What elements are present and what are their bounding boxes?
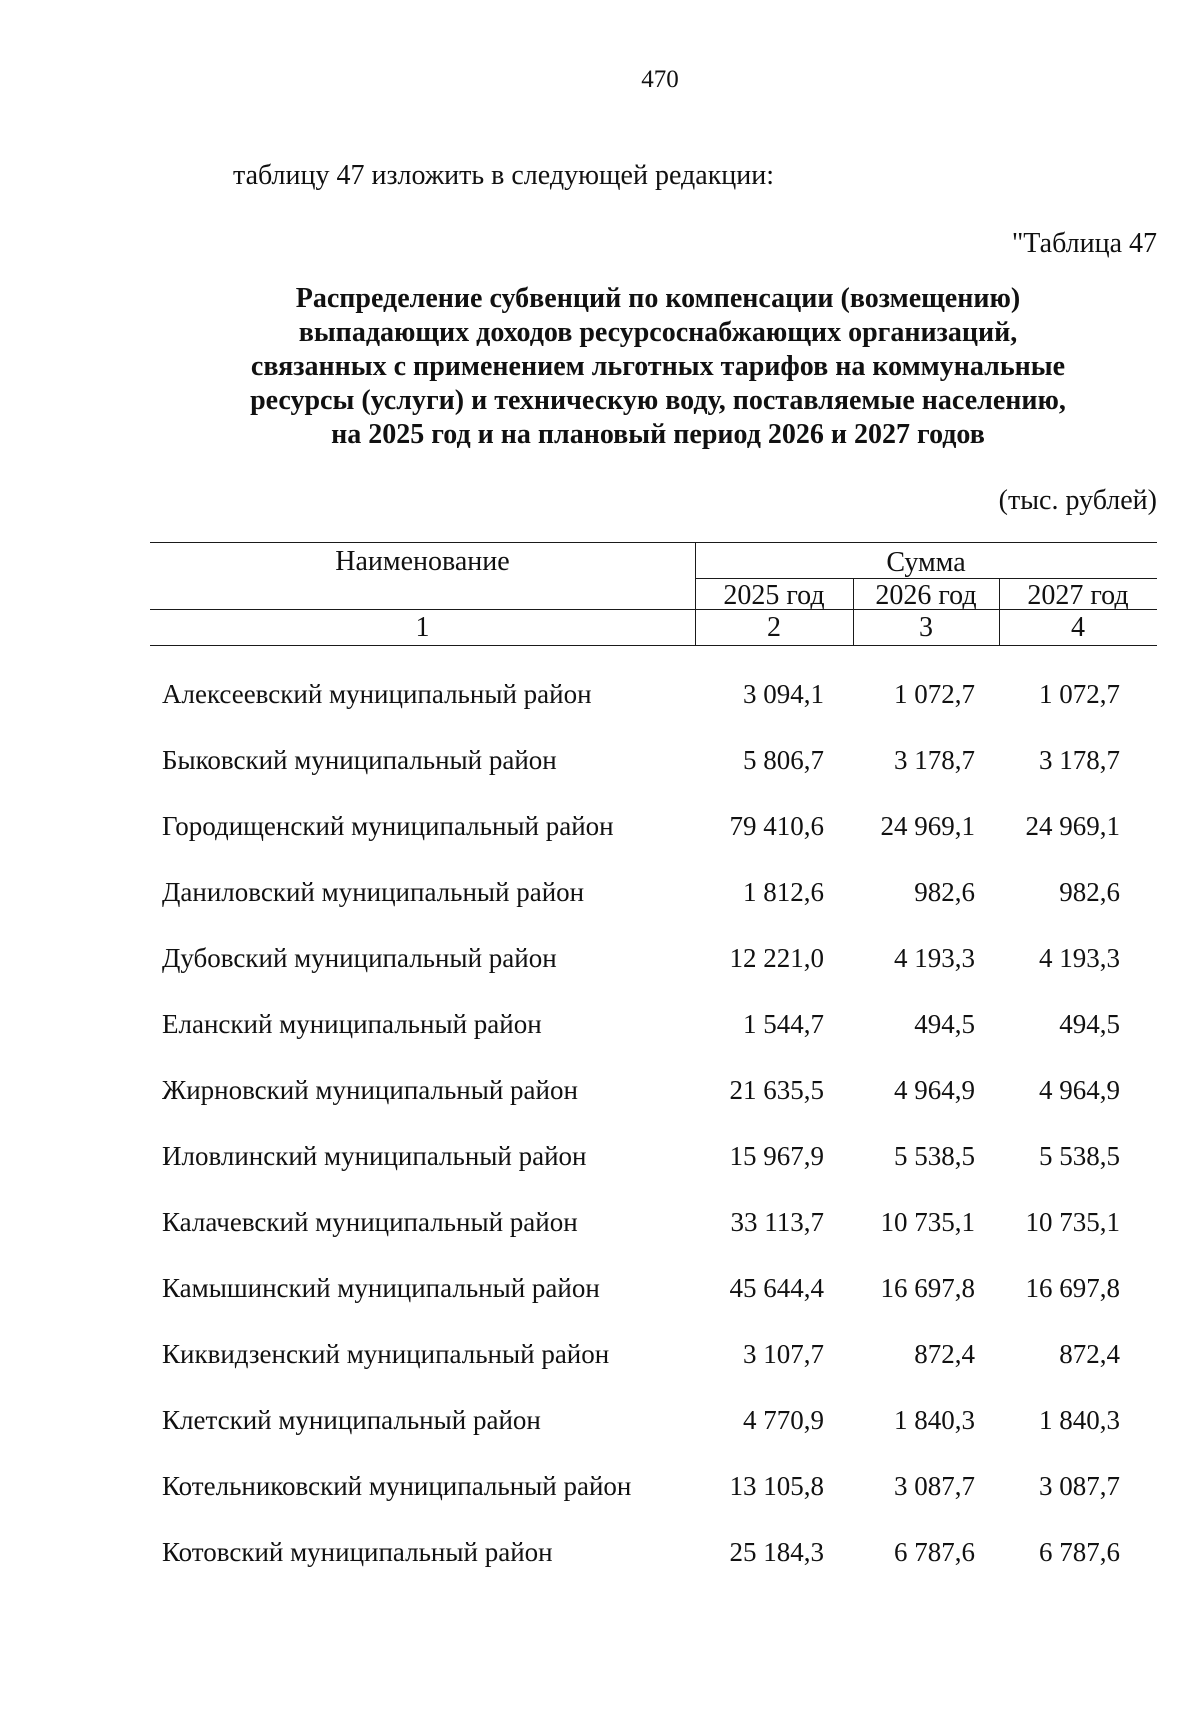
value-2027: 982,6 bbox=[1059, 877, 1120, 907]
table-reference: "Таблица 47 bbox=[1011, 228, 1157, 259]
value-2027: 4 964,9 bbox=[1039, 1075, 1120, 1105]
intro-text: таблицу 47 изложить в следующей редакции: bbox=[233, 160, 775, 191]
column-number: 3 bbox=[919, 612, 933, 643]
title-line: ресурсы (услуги) и техническую воду, поставляемые населению, bbox=[250, 385, 1066, 416]
value-2025: 5 806,7 bbox=[743, 745, 824, 775]
value-2027: 10 735,1 bbox=[1025, 1207, 1120, 1237]
row-name: Камышинский муниципальный район bbox=[162, 1273, 600, 1303]
column-number: 2 bbox=[767, 612, 781, 643]
title-line: связанных с применением льготных тарифов на коммунальные bbox=[250, 351, 1066, 382]
value-2026: 4 193,3 bbox=[894, 943, 975, 973]
header-year-2025: 2025 год bbox=[723, 580, 825, 611]
header-year-2027: 2027 год bbox=[1027, 580, 1129, 611]
value-2025: 33 113,7 bbox=[730, 1207, 824, 1237]
header-name: Наименование bbox=[335, 546, 510, 577]
row-name: Быковский муниципальный район bbox=[162, 745, 557, 775]
row-name: Котельниковский муниципальный район bbox=[162, 1471, 632, 1501]
row-name: Дубовский муниципальный район bbox=[162, 943, 557, 973]
value-2026: 10 735,1 bbox=[880, 1207, 975, 1237]
value-2025: 45 644,4 bbox=[729, 1273, 824, 1303]
value-2025: 3 094,1 bbox=[743, 679, 824, 709]
row-name: Городищенский муниципальный район bbox=[162, 811, 614, 841]
table-title bbox=[150, 282, 1166, 452]
value-2027: 4 193,3 bbox=[1039, 943, 1120, 973]
value-2025: 4 770,9 bbox=[743, 1405, 824, 1435]
row-name: Котовский муниципальный район bbox=[162, 1537, 553, 1567]
title-line: Распределение субвенций по компенсации (возмещению) bbox=[295, 283, 1021, 314]
title-line: на 2025 год и на плановый период 2026 и 2027 годов bbox=[331, 419, 985, 450]
header-top-rule bbox=[150, 542, 1157, 543]
value-2026: 5 538,5 bbox=[894, 1141, 975, 1171]
value-2026: 494,5 bbox=[914, 1009, 975, 1039]
row-name: Жирновский муниципальный район bbox=[162, 1075, 578, 1105]
row-name: Клетский муниципальный район bbox=[162, 1405, 541, 1435]
value-2026: 24 969,1 bbox=[880, 811, 975, 841]
value-2027: 5 538,5 bbox=[1039, 1141, 1120, 1171]
units-label: (тыс. рублей) bbox=[998, 485, 1157, 516]
value-2027: 1 072,7 bbox=[1039, 679, 1120, 709]
value-2026: 16 697,8 bbox=[880, 1273, 975, 1303]
value-2025: 1 812,6 bbox=[743, 877, 824, 907]
value-2026: 6 787,6 bbox=[894, 1537, 975, 1567]
value-2026: 4 964,9 bbox=[894, 1075, 975, 1105]
value-2025: 25 184,3 bbox=[729, 1537, 824, 1567]
row-name: Иловлинский муниципальный район bbox=[162, 1141, 587, 1171]
value-2026: 3 178,7 bbox=[894, 745, 975, 775]
column-number: 4 bbox=[1071, 612, 1085, 643]
title-line: выпадающих доходов ресурсоснабжающих организаций, bbox=[298, 317, 1018, 348]
value-2027: 1 840,3 bbox=[1039, 1405, 1120, 1435]
row-name: Алексеевский муниципальный район bbox=[162, 679, 592, 709]
value-2026: 3 087,7 bbox=[894, 1471, 975, 1501]
value-2027: 6 787,6 bbox=[1039, 1537, 1120, 1567]
value-2027: 3 087,7 bbox=[1039, 1471, 1120, 1501]
header-sum: Сумма bbox=[886, 547, 966, 578]
value-2027: 24 969,1 bbox=[1025, 811, 1120, 841]
value-2026: 982,6 bbox=[914, 877, 975, 907]
header-bottom-rule bbox=[150, 645, 1157, 646]
value-2027: 16 697,8 bbox=[1025, 1273, 1120, 1303]
row-name: Еланский муниципальный район bbox=[162, 1009, 542, 1039]
value-2026: 1 072,7 bbox=[894, 679, 975, 709]
value-2025: 13 105,8 bbox=[729, 1471, 824, 1501]
column-number: 1 bbox=[415, 612, 430, 643]
page-number: 470 bbox=[641, 66, 679, 93]
value-2025: 79 410,6 bbox=[729, 811, 824, 841]
value-2026: 1 840,3 bbox=[894, 1405, 975, 1435]
row-name: Киквидзенский муниципальный район bbox=[162, 1339, 610, 1369]
value-2025: 15 967,9 bbox=[729, 1141, 824, 1171]
row-name: Калачевский муниципальный район bbox=[162, 1207, 578, 1237]
value-2025: 21 635,5 bbox=[729, 1075, 824, 1105]
value-2025: 1 544,7 bbox=[743, 1009, 824, 1039]
value-2027: 872,4 bbox=[1059, 1339, 1120, 1369]
value-2027: 494,5 bbox=[1059, 1009, 1120, 1039]
header-year-2026: 2026 год bbox=[875, 580, 977, 611]
row-name: Даниловский муниципальный район bbox=[162, 877, 585, 907]
value-2025: 12 221,0 bbox=[729, 943, 824, 973]
value-2025: 3 107,7 bbox=[743, 1339, 824, 1369]
value-2026: 872,4 bbox=[914, 1339, 975, 1369]
value-2027: 3 178,7 bbox=[1039, 745, 1120, 775]
